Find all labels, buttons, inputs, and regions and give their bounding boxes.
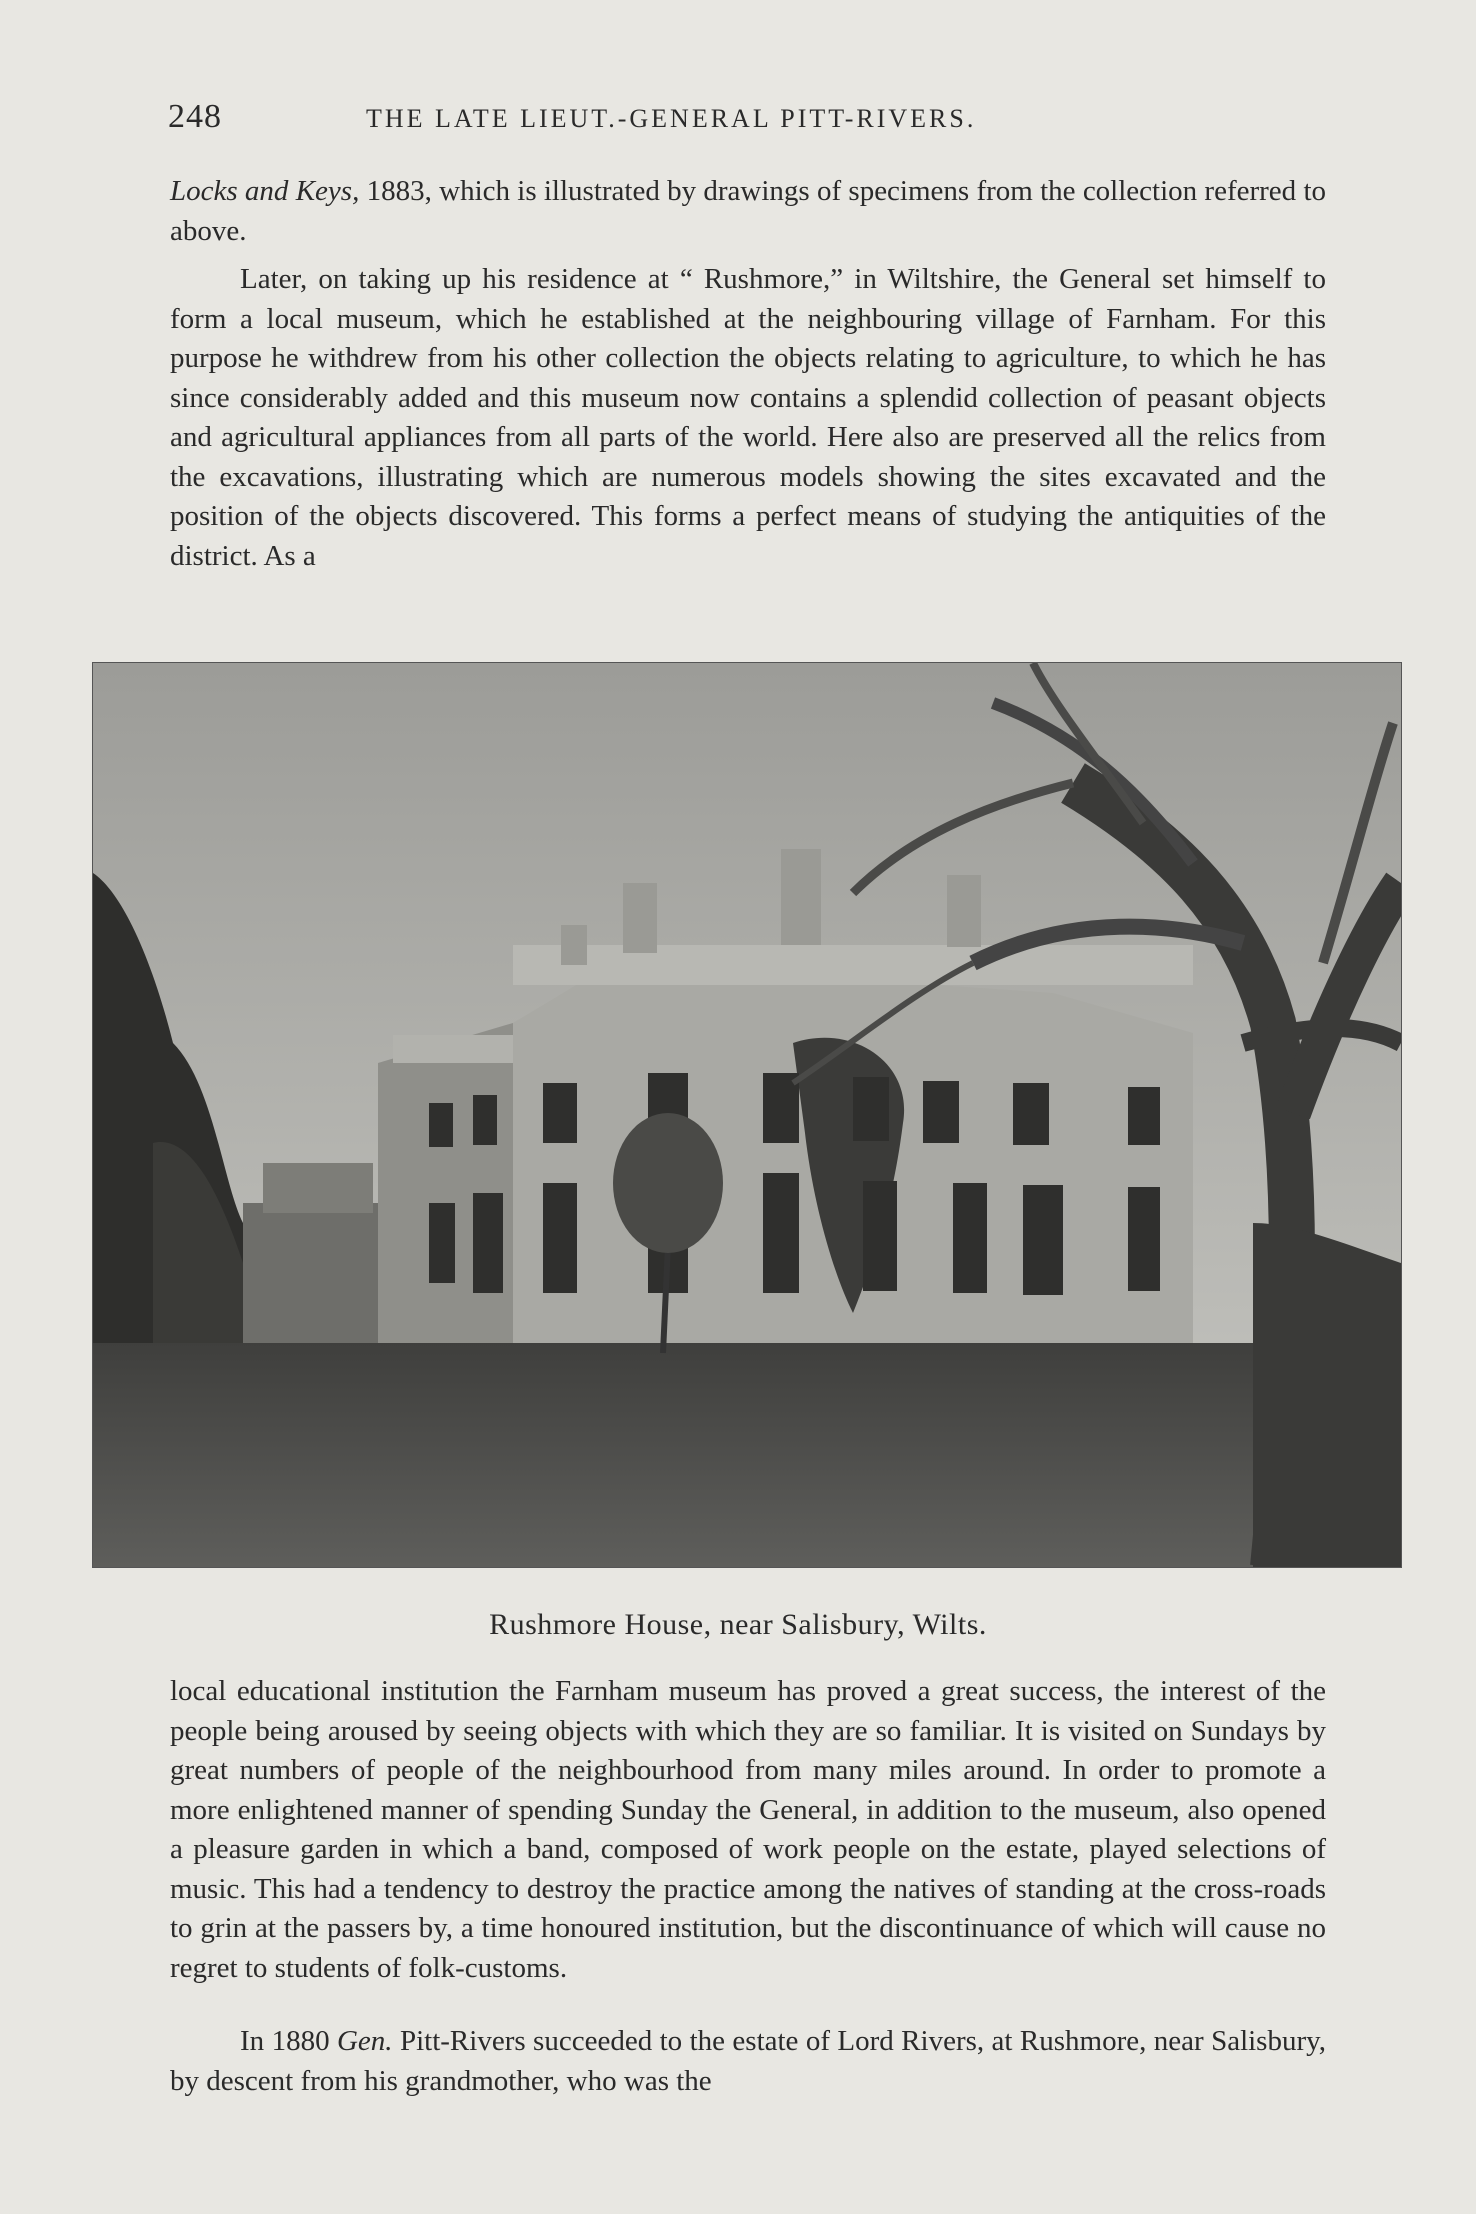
paragraph-3: local educational institution the Farnham museum has proved a great success, the interest of the people being aroused by seeing objects with which they are so familiar. It is visited on Sundays by great numbers of people of the neighbourhood from many miles around. In order to promote a more enlightened manner of spending Sunday the General, in addition to the museum, also opened a pleasure garden in which a band, composed of work people on the estate, played selections of music. This had a tendency to destroy the practice among the natives of standing at the cross-roads to grin at the passers by, a time honoured institution, but the discontinuance of which will cause no regret to students of folk-customs. <box>170 1675 1326 1984</box>
photo-illustration <box>93 663 1401 1567</box>
abbrev-gen: Gen. <box>336 2025 393 2057</box>
paragraph-4-text: Pitt-Rivers succeeded to the estate of Lord Rivers, at Rushmore, near Salisbury, by descent from his grandmother, who was the <box>170 2025 1326 2097</box>
book-title: Locks and Keys, <box>170 175 360 207</box>
running-title: THE LATE LIEUT.-GENERAL PITT-RIVERS. <box>366 104 977 133</box>
figure-caption: Rushmore House, near Salisbury, Wilts. <box>489 1608 987 1641</box>
paragraph-4 <box>170 2022 1326 2101</box>
page-header <box>168 98 1328 138</box>
rushmore-house-photo <box>92 662 1402 1568</box>
paragraph-1-text: 1883, which is illustrated by drawings of specimens from the collection referred to above. <box>170 175 1327 247</box>
page-number: 248 <box>168 98 222 135</box>
paragraph-2: Later, on taking up his residence at “ Rushmore,” in Wiltshire, the General set himself to form a local museum, which he established at the neighbouring village of Farnham. For this purpose he withdrew from his other collection the objects relating to agriculture, to which he has since considerably added and this museum now contains a splendid collection of peasant objects and agricultural appliances from all parts of the world. Here also are preserved all the relics from the excavations, illustrating which are numerous models showing the sites excavated and the position of the objects discovered. This forms a perfect means of studying the antiquities of the district. As a <box>170 263 1326 572</box>
paragraph-1 <box>170 172 1326 251</box>
paragraph-4-start: In 1880 <box>240 2025 337 2057</box>
